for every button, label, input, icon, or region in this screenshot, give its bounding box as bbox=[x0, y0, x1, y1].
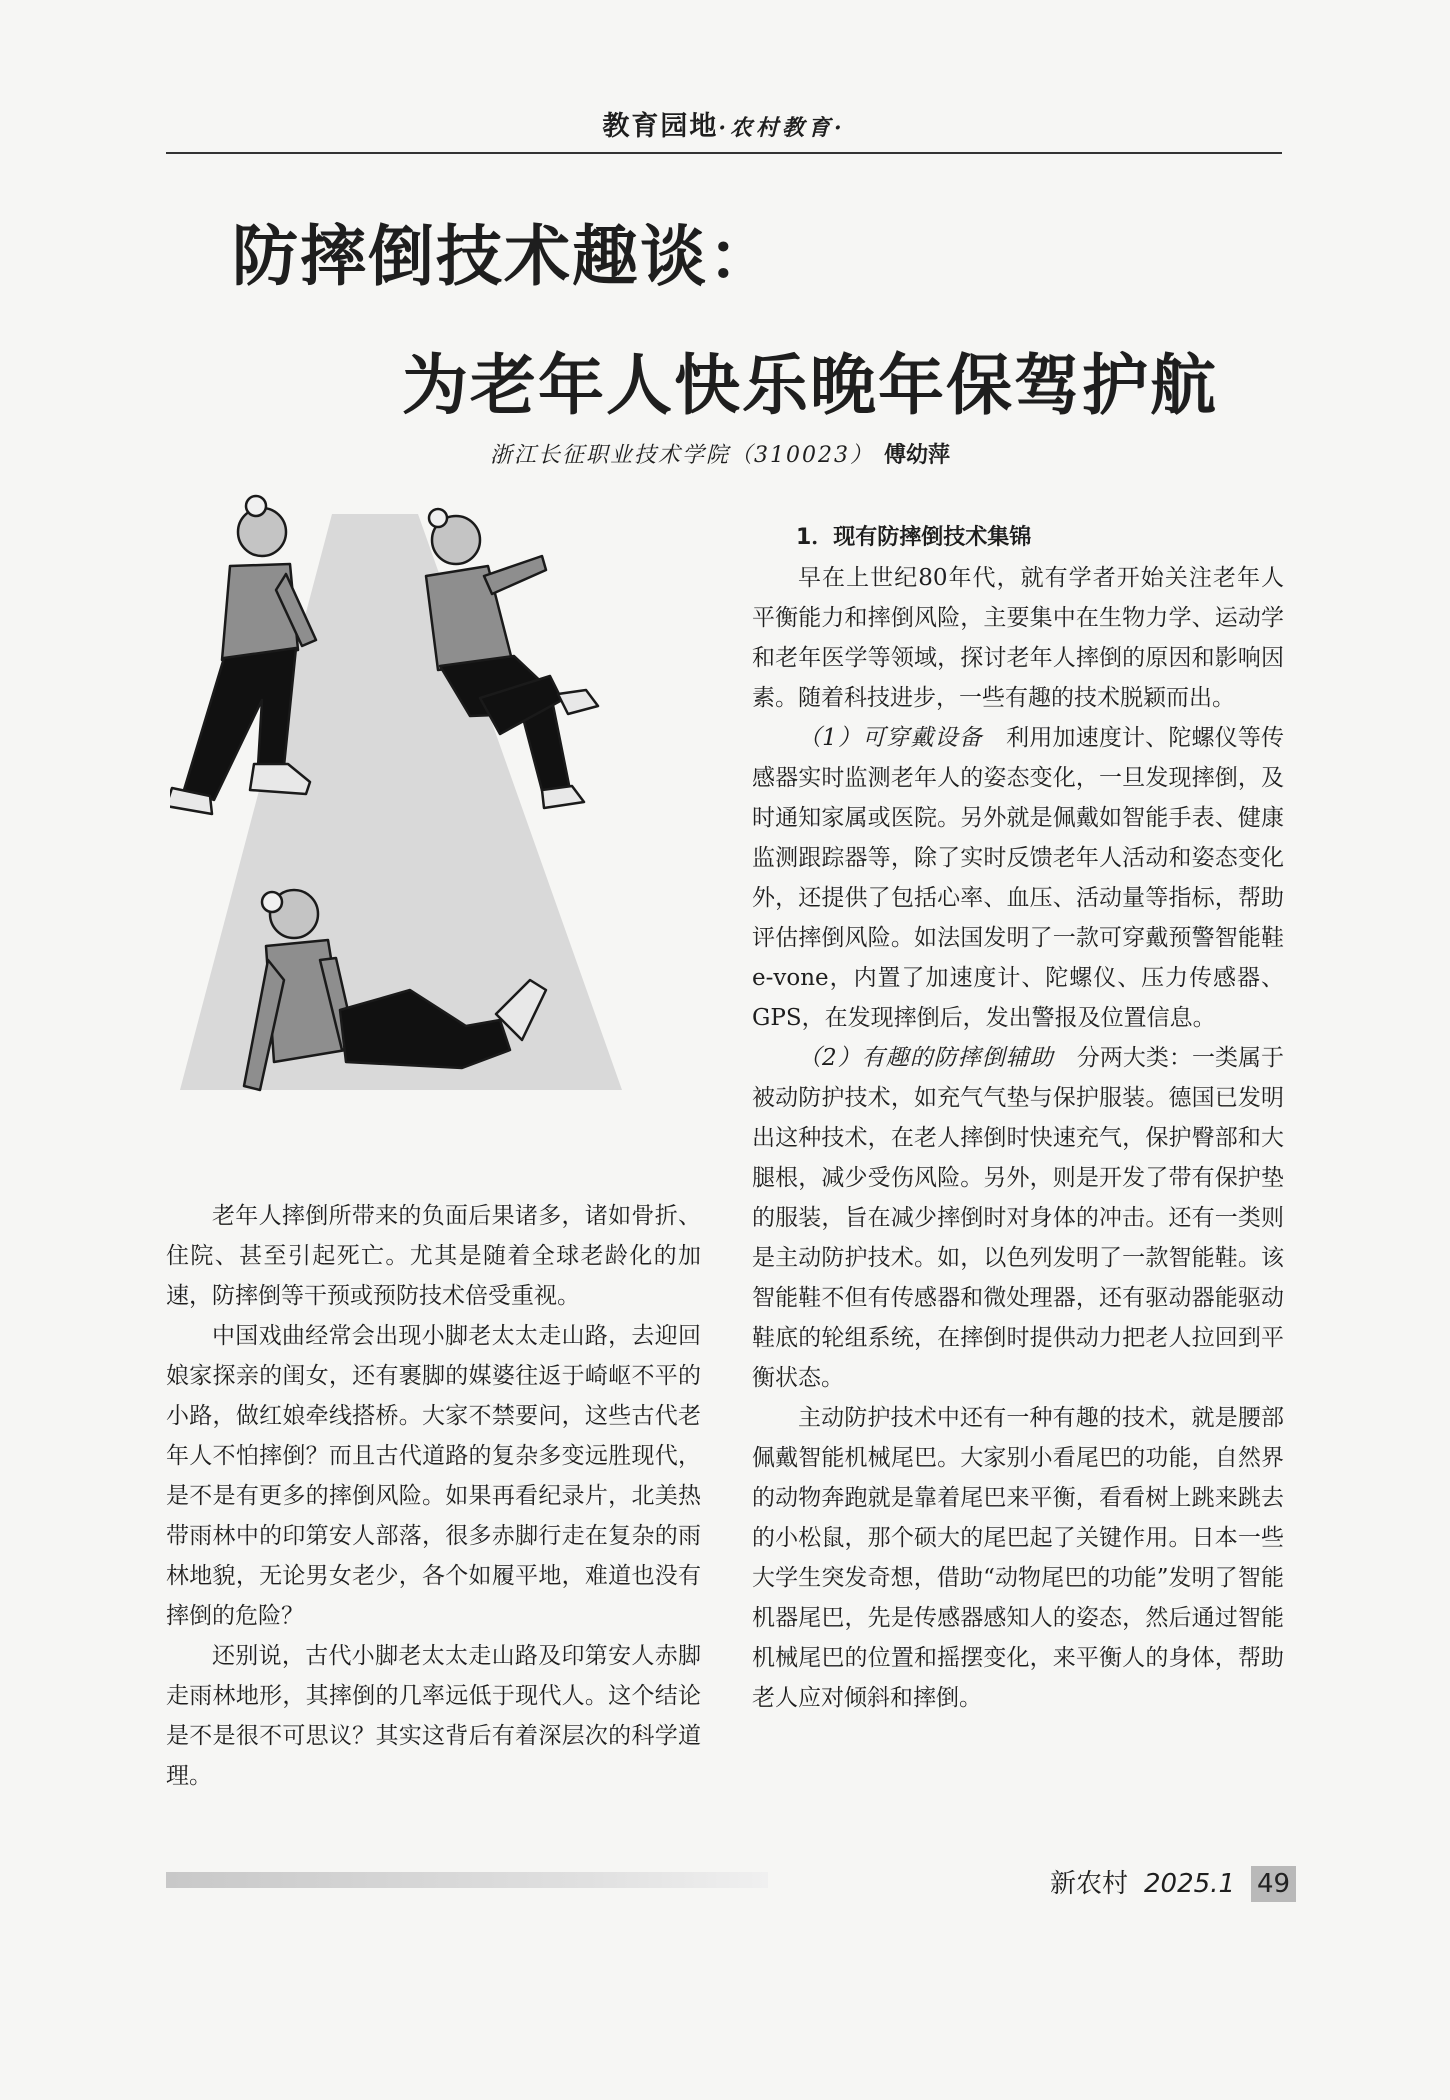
paragraph-lead: （2）有趣的防摔倒辅助 bbox=[798, 1045, 1054, 1071]
page-header bbox=[166, 102, 1282, 154]
paragraph-body: 利用加速度计、陀螺仪等传感器实时监测老年人的姿态变化，一旦发现摔倒，及时通知家属或医院。另外就是佩戴如智能手表、健康监测跟踪器等，除了实时反馈老年人活动和姿态变化外，还提供了包括心率、血压、活动量等指标，帮助评估摔倒风险。如法国发明了一款可穿戴预警智能鞋e-vone，内置了加速度计、陀螺仪、压力传感器、GPS，在发现摔倒后，发出警报及位置信息。 bbox=[752, 725, 1285, 1031]
footer-decorative-bar bbox=[166, 1872, 768, 1888]
article-title-line1: 防摔倒技术趣谈： bbox=[232, 218, 776, 295]
left-column bbox=[166, 1196, 701, 1796]
byline bbox=[490, 438, 950, 469]
author-name: 傅幼萍 bbox=[883, 443, 950, 468]
article-title-line2: 为老年人快乐晚年保驾护航 bbox=[402, 347, 1218, 424]
section-heading: 1．现有防摔倒技术集锦 bbox=[796, 525, 1032, 550]
paragraph bbox=[752, 1038, 1284, 1398]
paragraph: 中国戏曲经常会出现小脚老太太走山路，去迎回娘家探亲的闺女，还有裹脚的媒婆往返于崎岖不平的小路，做红娘牵线搭桥。大家不禁要问，这些古代老年人不怕摔倒？而且古代道路的复杂多变远胜现代，是不是有更多的摔倒风险。如果再看纪录片，北美热带雨林中的印第安人部落，很多赤脚行走在复杂的雨林地貌，无论男女老少，各个如履平地，难道也没有摔倒的危险？ bbox=[166, 1323, 701, 1629]
paragraph: 老年人摔倒所带来的负面后果诸多，诸如骨折、住院、甚至引起死亡。尤其是随着全球老龄化的加速，防摔倒等干预或预防技术倍受重视。 bbox=[166, 1203, 701, 1309]
paragraph: 早在上世纪80年代，就有学者开始关注老年人平衡能力和摔倒风险，主要集中在生物力学、运动学和老年医学等领域，探讨老年人摔倒的原因和影响因素。随着科技进步，一些有趣的技术脱颖而出。 bbox=[752, 565, 1284, 711]
right-column bbox=[752, 518, 1284, 1718]
paragraph-body: 分两大类：一类属于被动防护技术，如充气气垫与保护服装。德国已发明出这种技术，在老人摔倒时快速充气，保护臀部和大腿根，减少受伤风险。另外，则是开发了带有保护垫的服装，旨在减少摔倒时对身体的冲击。还有一类则是主动防护技术。如，以色列发明了一款智能鞋。该智能鞋不但有传感器和微处理器，还有驱动器能驱动鞋底的轮组系统，在摔倒时提供动力把老人拉回到平衡状态。 bbox=[752, 1045, 1285, 1391]
section-name: 教育园地 bbox=[602, 111, 719, 142]
magazine-name: 新农村 bbox=[1050, 1869, 1129, 1899]
paragraph-lead: （1）可穿戴设备 bbox=[798, 725, 983, 751]
paragraph: 还别说，古代小脚老太太走山路及印第安人赤脚走雨林地形，其摔倒的几率远低于现代人。这个结论是不是很不可思议？其实这背后有着深层次的科学道理。 bbox=[166, 1643, 701, 1789]
elderly-falling-illustration bbox=[170, 490, 710, 1130]
paragraph bbox=[752, 718, 1284, 1038]
page-footer bbox=[1050, 1866, 1296, 1902]
page-number: 49 bbox=[1251, 1866, 1296, 1902]
paragraph: 主动防护技术中还有一种有趣的技术，就是腰部佩戴智能机械尾巴。大家别小看尾巴的功能，自然界的动物奔跑就是靠着尾巴来平衡，看看树上跳来跳去的小松鼠，那个硕大的尾巴起了关键作用。日本一些大学生突发奇想，借助“动物尾巴的功能”发明了智能机器尾巴，先是传感器感知人的姿态，然后通过智能机械尾巴的位置和摇摆变化，来平衡人的身体，帮助老人应对倾斜和摔倒。 bbox=[752, 1405, 1284, 1711]
subsection-name: ·农村教育· bbox=[718, 115, 846, 141]
author-institution: 浙江长征职业技术学院（310023） bbox=[490, 443, 874, 468]
issue-number: 2025.1 bbox=[1144, 1869, 1235, 1899]
